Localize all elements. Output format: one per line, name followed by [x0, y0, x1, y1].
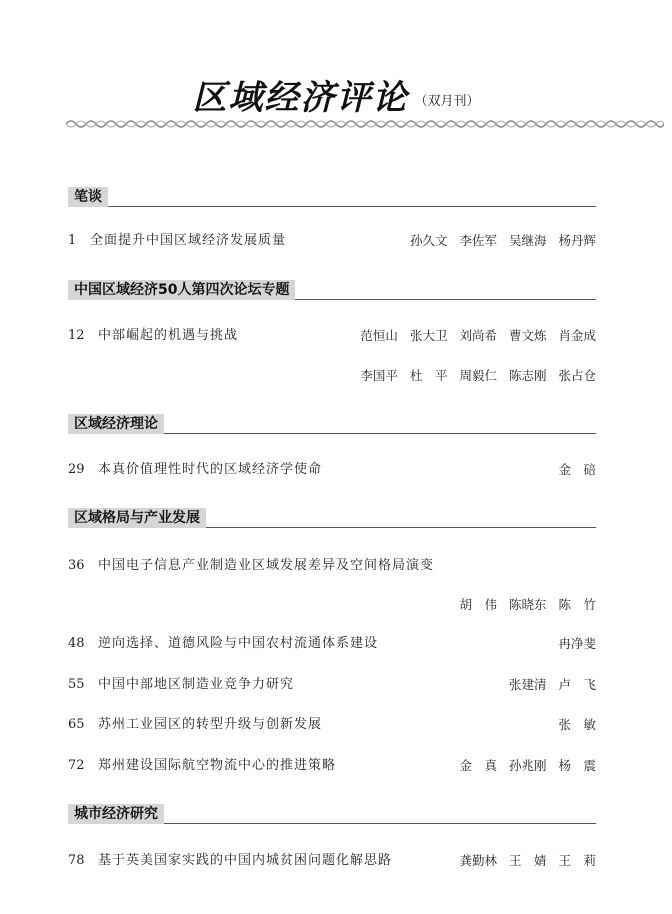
section-header	[68, 414, 596, 434]
author-list	[447, 851, 596, 871]
masthead	[0, 70, 672, 119]
author: 肖金成	[558, 328, 596, 343]
author: 陈 竹	[558, 597, 596, 612]
author: 卢 飞	[558, 677, 596, 692]
article-title: 逆向选择、道德风险与中国农村流通体系建设	[98, 636, 379, 651]
section-label: 区域格局与产业发展	[68, 508, 206, 528]
author-list	[447, 595, 596, 615]
article-title: 全面提升中国区域经济发展质量	[90, 233, 287, 248]
author-list	[348, 326, 596, 346]
page-number: 72	[68, 758, 85, 773]
author: 杨丹辉	[558, 233, 596, 248]
section-label: 区域经济理论	[68, 414, 164, 434]
author: 刘尚希	[459, 328, 497, 343]
toc-entry[interactable]	[68, 556, 596, 576]
author: 胡 伟	[459, 597, 497, 612]
article-title: 基于英美国家实践的中国内城贫困问题化解思路	[98, 853, 393, 868]
section-rule	[68, 206, 596, 207]
author: 张 敏	[558, 717, 596, 732]
article-title: 本真价值理性时代的区域经济学使命	[98, 462, 323, 477]
article-title: 中部崛起的机遇与挑战	[98, 328, 239, 343]
author-list	[398, 231, 596, 251]
author: 孙久文	[409, 233, 448, 248]
page-number: 29	[68, 462, 85, 477]
author-list	[546, 715, 596, 735]
author: 杨 震	[558, 758, 596, 773]
author-list	[497, 675, 596, 695]
author: 李佐军	[459, 233, 497, 248]
toc-entry[interactable]	[68, 715, 596, 735]
author-list	[447, 756, 596, 776]
page-number: 65	[68, 717, 85, 732]
author: 王 莉	[558, 853, 596, 868]
article-title: 中国电子信息产业制造业区域发展差异及空间格局演变	[98, 558, 435, 573]
author: 李国平	[360, 368, 398, 383]
author: 曹文炼	[508, 328, 547, 343]
section-header	[68, 187, 596, 207]
journal-title: 区域经济评论	[192, 78, 409, 118]
page-number: 12	[68, 328, 85, 343]
section-header	[68, 508, 596, 528]
article-title: 苏州工业园区的转型升级与创新发展	[98, 717, 323, 732]
page-number: 78	[68, 853, 85, 868]
section-label: 笔谈	[68, 187, 108, 207]
section-header	[68, 804, 596, 824]
author: 吴继海	[508, 233, 547, 248]
author: 陈晓东	[508, 597, 547, 612]
article-title: 中国中部地区制造业竞争力研究	[98, 677, 295, 692]
author-list	[546, 460, 596, 480]
author: 陈志刚	[508, 368, 547, 383]
author: 金 碚	[558, 462, 596, 477]
section-label: 中国区域经济50人第四次论坛专题	[68, 280, 295, 300]
page-number: 36	[68, 558, 85, 573]
toc-entry[interactable]	[68, 634, 596, 654]
author: 王 婧	[508, 853, 547, 868]
author: 周毅仁	[459, 368, 497, 383]
author: 张大卫	[409, 328, 448, 343]
article-title: 郑州建设国际航空物流中心的推进策略	[98, 758, 337, 773]
journal-frequency: （双月刊）	[414, 94, 480, 109]
author: 张占仓	[558, 368, 596, 383]
page-number: 48	[68, 636, 85, 651]
author: 孙兆刚	[508, 758, 547, 773]
author-list	[546, 634, 596, 654]
page-number: 55	[68, 677, 85, 692]
author: 龚勤林	[459, 853, 497, 868]
author: 杜 平	[409, 368, 448, 383]
section-header	[68, 280, 596, 300]
author: 金 真	[459, 758, 497, 773]
decorative-wave-divider	[66, 118, 664, 130]
author: 冉净斐	[558, 636, 596, 651]
author: 张建清	[508, 677, 547, 692]
author-list	[348, 366, 596, 386]
toc-entry[interactable]	[68, 460, 596, 480]
author: 范恒山	[360, 328, 398, 343]
section-label: 城市经济研究	[68, 804, 164, 824]
page-number: 1	[68, 233, 77, 248]
